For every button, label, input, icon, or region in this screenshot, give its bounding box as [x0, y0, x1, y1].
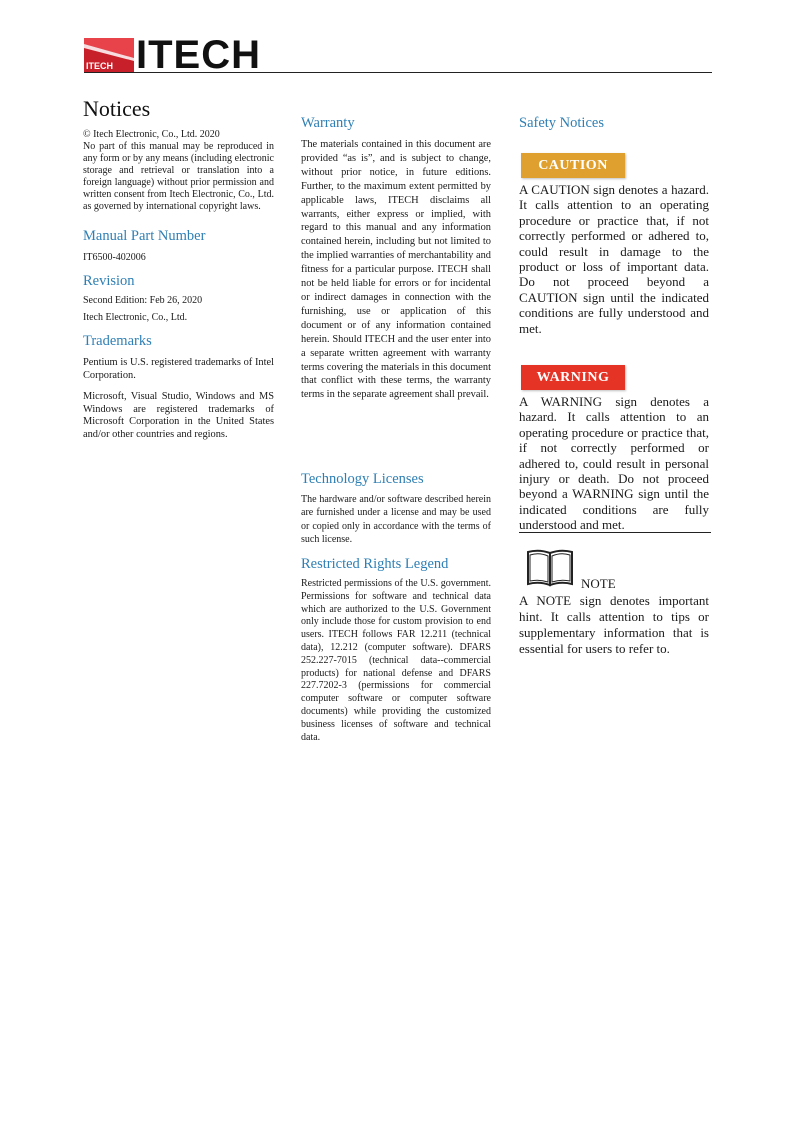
revision-company: Itech Electronic, Co., Ltd. — [83, 312, 188, 323]
warning-body: A WARNING sign denotes a hazard. It calls attention to an operating procedure or practice that, if not correctly performed or adhered to, could result in personal injury or death. Do not proceed beyond a WARNING sign until the indicated conditions are fully understood and met. — [519, 394, 709, 533]
revision-edition: Second Edition: Feb 26, 2020 — [83, 295, 203, 306]
itech-logo-mark — [84, 38, 134, 72]
note-divider — [519, 532, 711, 533]
note-body: A NOTE sign denotes important hint. It calls attention to tips or supplementary information that is essential for users to refer to. — [519, 593, 709, 656]
trademarks-heading: Trademarks — [83, 333, 152, 349]
revision-heading: Revision — [83, 273, 135, 289]
restricted-rights-body: Restricted permissions of the U.S. government. Permissions for software and technical data which are authorized to the U.S. Government only include those for custom provision to end users. ITECH follows FAR 12.211 (technical data), 12.212 (computer software). DFARS 252.227-7015 (technical data--commercial products) for national defense and DFARS 227.7202-3 (permissions for commercial computer software or computer software documents) while providing the customized business licenses of software and technical data. — [301, 578, 491, 743]
technology-licenses-heading: Technology Licenses — [301, 471, 424, 487]
itech-logo — [84, 33, 261, 77]
manual-part-heading: Manual Part Number — [83, 228, 206, 244]
header-divider — [84, 72, 712, 73]
warning-badge: WARNING — [521, 365, 625, 390]
manual-part-value: IT6500-402006 — [83, 252, 146, 263]
note-label: NOTE — [581, 576, 616, 591]
trademarks-para-2: Microsoft, Visual Studio, Windows and MS Windows are registered trademarks of Microsoft Corporation in the United States and/or other countries and regions. — [83, 391, 274, 440]
warranty-heading: Warranty — [301, 115, 355, 131]
open-book-icon — [525, 548, 575, 588]
logo-wordmark: ITECH — [136, 33, 261, 77]
page-title: Notices — [83, 96, 151, 121]
warranty-body: The materials contained in this document are provided “as is”, and is subject to change, without prior notice, in future editions. Further, to the maximum extent permitted by applicable laws, ITECH disclaims all warrants, either express or implied, with regard to this manual and any information contained herein, including but not limited to the implied warranties of merchantability and fitness for a particular purpose. ITECH shall not be held liable for errors or for incidental or indirect damages in connection with the furnishing, use or application of this document or of any information contained herein. Should ITECH and the user enter into a separate written agreement with warranty terms covering the materials in this document that conflict with these terms, the warranty terms in the separate agreement shall prevail. — [301, 139, 491, 401]
caution-badge: CAUTION — [521, 153, 625, 178]
copyright-body: No part of this manual may be reproduced in any form or by any means (including electronic storage and retrieval or translation into a foreign language) without prior permission and written consent from Itech Electronic, Co., Ltd. as governed by international copyright laws. — [83, 141, 274, 213]
restricted-rights-heading: Restricted Rights Legend — [301, 556, 449, 572]
logo-mark-text: ITECH — [86, 61, 113, 71]
trademarks-para-1: Pentium is U.S. registered trademarks of Intel Corporation. — [83, 357, 274, 381]
technology-licenses-body: The hardware and/or software described herein are furnished under a license and may be used or copied only in accordance with the terms of such license. — [301, 494, 491, 546]
caution-body: A CAUTION sign denotes a hazard. It calls attention to an operating procedure or practice that, if not correctly performed or adhered to, could result in damage to the product or loss of important data. Do not proceed beyond a CAUTION sign until the indicated conditions are fully understood and met. — [519, 182, 709, 336]
copyright-line: © Itech Electronic, Co., Ltd. 2020 — [83, 129, 220, 140]
safety-notices-heading: Safety Notices — [519, 115, 604, 131]
